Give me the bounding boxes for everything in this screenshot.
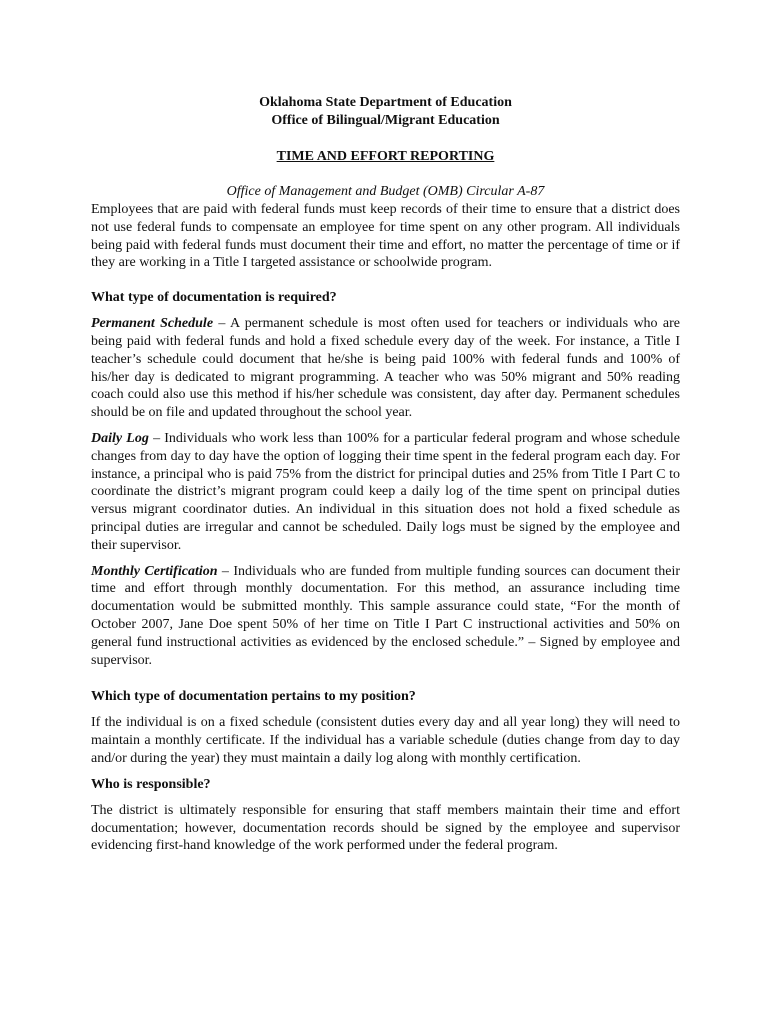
document-title: TIME AND EFFORT REPORTING [276,149,495,164]
permanent-schedule-term: Permanent Schedule [91,316,214,332]
documentation-pertains-paragraph: If the individual is on a fixed schedule (consistent duties every day and all year long) they will need to maintain a monthly certificate. If the individual has a variable schedule (duties change from day to day and/or during the year) they must maintain a daily log along with monthly certification. [91,715,680,766]
department-name: Oklahoma State Department of Education [259,95,512,110]
section-heading-documentation-required: What type of documentation is required? [91,290,337,306]
intro-paragraph: Employees that are paid with federal funds must keep records of their time to ensure that a district does not use federal funds to compensate an employee for time spent on any other program. All individuals being paid with federal funds must document their time and effort, no matter the percentage of time or if they are working in a Title I targeted assistance or schoolwide program. [91,202,680,271]
daily-log-term: Daily Log [91,430,149,446]
office-name: Office of Bilingual/Migrant Education [271,113,500,128]
monthly-certification-term: Monthly Certification [91,563,218,579]
monthly-certification-paragraph [91,563,680,670]
section-heading-documentation-pertains: Which type of documentation pertains to my position? [91,689,416,705]
permanent-schedule-text: – A permanent schedule is most often used for teachers or individuals who are being paid with federal funds and hold a fixed schedule every day of the week. For instance, a Title I teacher’s schedule could document that he/she is being paid 100% with federal funds and 100% of his/her day is dedicated to migrant programming. A teacher who was 50% migrant and 50% reading coach could also use this method if his/her schedule was consistent, day after day. Permanent schedules should be on file and updated throughout the school year. [91,316,681,421]
responsible-paragraph: The district is ultimately responsible for ensuring that staff members maintain their time and effort documentation; however, documentation records should be signed by the employee and supervisor evidencing first-hand knowledge of the work performed under the federal program. [91,802,680,854]
document-subtitle: Office of Management and Budget (OMB) Circular A-87 [226,184,545,199]
permanent-schedule-paragraph [91,315,680,422]
daily-log-paragraph [91,430,680,555]
monthly-certification-text: – Individuals who are funded from multiple funding sources can document their time and effort through monthly documentation. For this method, an assurance including time documentation would be submitted monthly. This sample assurance could state, “For the month of October 2007, Jane Doe spent 50% of her time on Title I Part C instructional activities and 50% on general fund instructional activities as evidenced by the enclosed schedule.” – Signed by employee and supervisor. [91,563,681,668]
daily-log-text: – Individuals who work less than 100% for a particular federal program and whose schedule changes from day to day have the option of logging their time spent in the federal program each day. For instance, a principal who is paid 75% from the district for principal duties and 25% from Title I Part C to coordinate the district’s migrant program could keep a daily log of the time spent on principal duties versus migrant coordinator duties. An individual in this situation does not hold a fixed schedule as principal duties are irregular and cannot be scheduled. Daily logs must be signed by the employee and their supervisor. [91,430,680,553]
section-heading-responsible: Who is responsible? [91,776,211,792]
